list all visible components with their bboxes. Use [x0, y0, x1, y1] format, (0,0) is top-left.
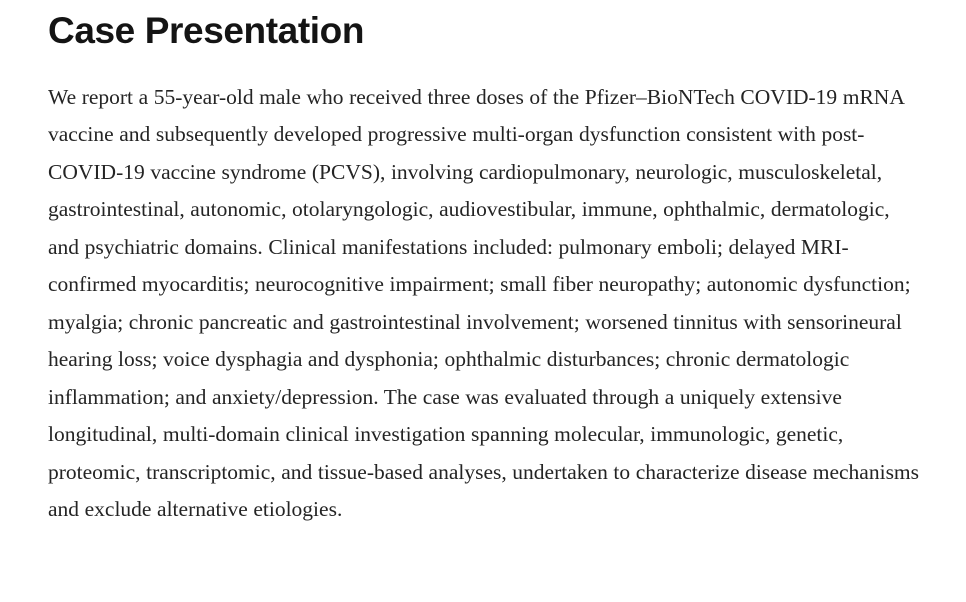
- page-title: Case Presentation: [48, 10, 365, 51]
- case-presentation-paragraph: We report a 55-year-old male who received three doses of the Pfizer–BioNTech COVID-19 mRNA vaccine and subsequently developed progressive multi-organ dysfunction consistent with post-COVID-19 vaccine syndrome (PCVS), involving cardiopulmonary, neurologic, musculoskeletal, gastrointestinal, autonomic, otolaryngologic, audiovestibular, immune, ophthalmic, dermatologic, and psychiatric domains. Clinical manifestations included: pulmonary emboli; delayed MRI-confirmed myocarditis; neurocognitive impairment; small fiber neuropathy; autonomic dysfunction; myalgia; chronic pancreatic and gastrointestinal involvement; worsened tinnitus with sensorineural hearing loss; voice dysphagia and dysphonia; ophthalmic disturbances; chronic dermatologic inflammation; and anxiety/depression. The case was evaluated through a uniquely extensive longitudinal, multi-domain clinical investigation spanning molecular, immunologic, genetic, proteomic, transcriptomic, and tissue-based analyses, undertaken to characterize disease mechanisms and exclude alternative etiologies.: [48, 84, 920, 522]
